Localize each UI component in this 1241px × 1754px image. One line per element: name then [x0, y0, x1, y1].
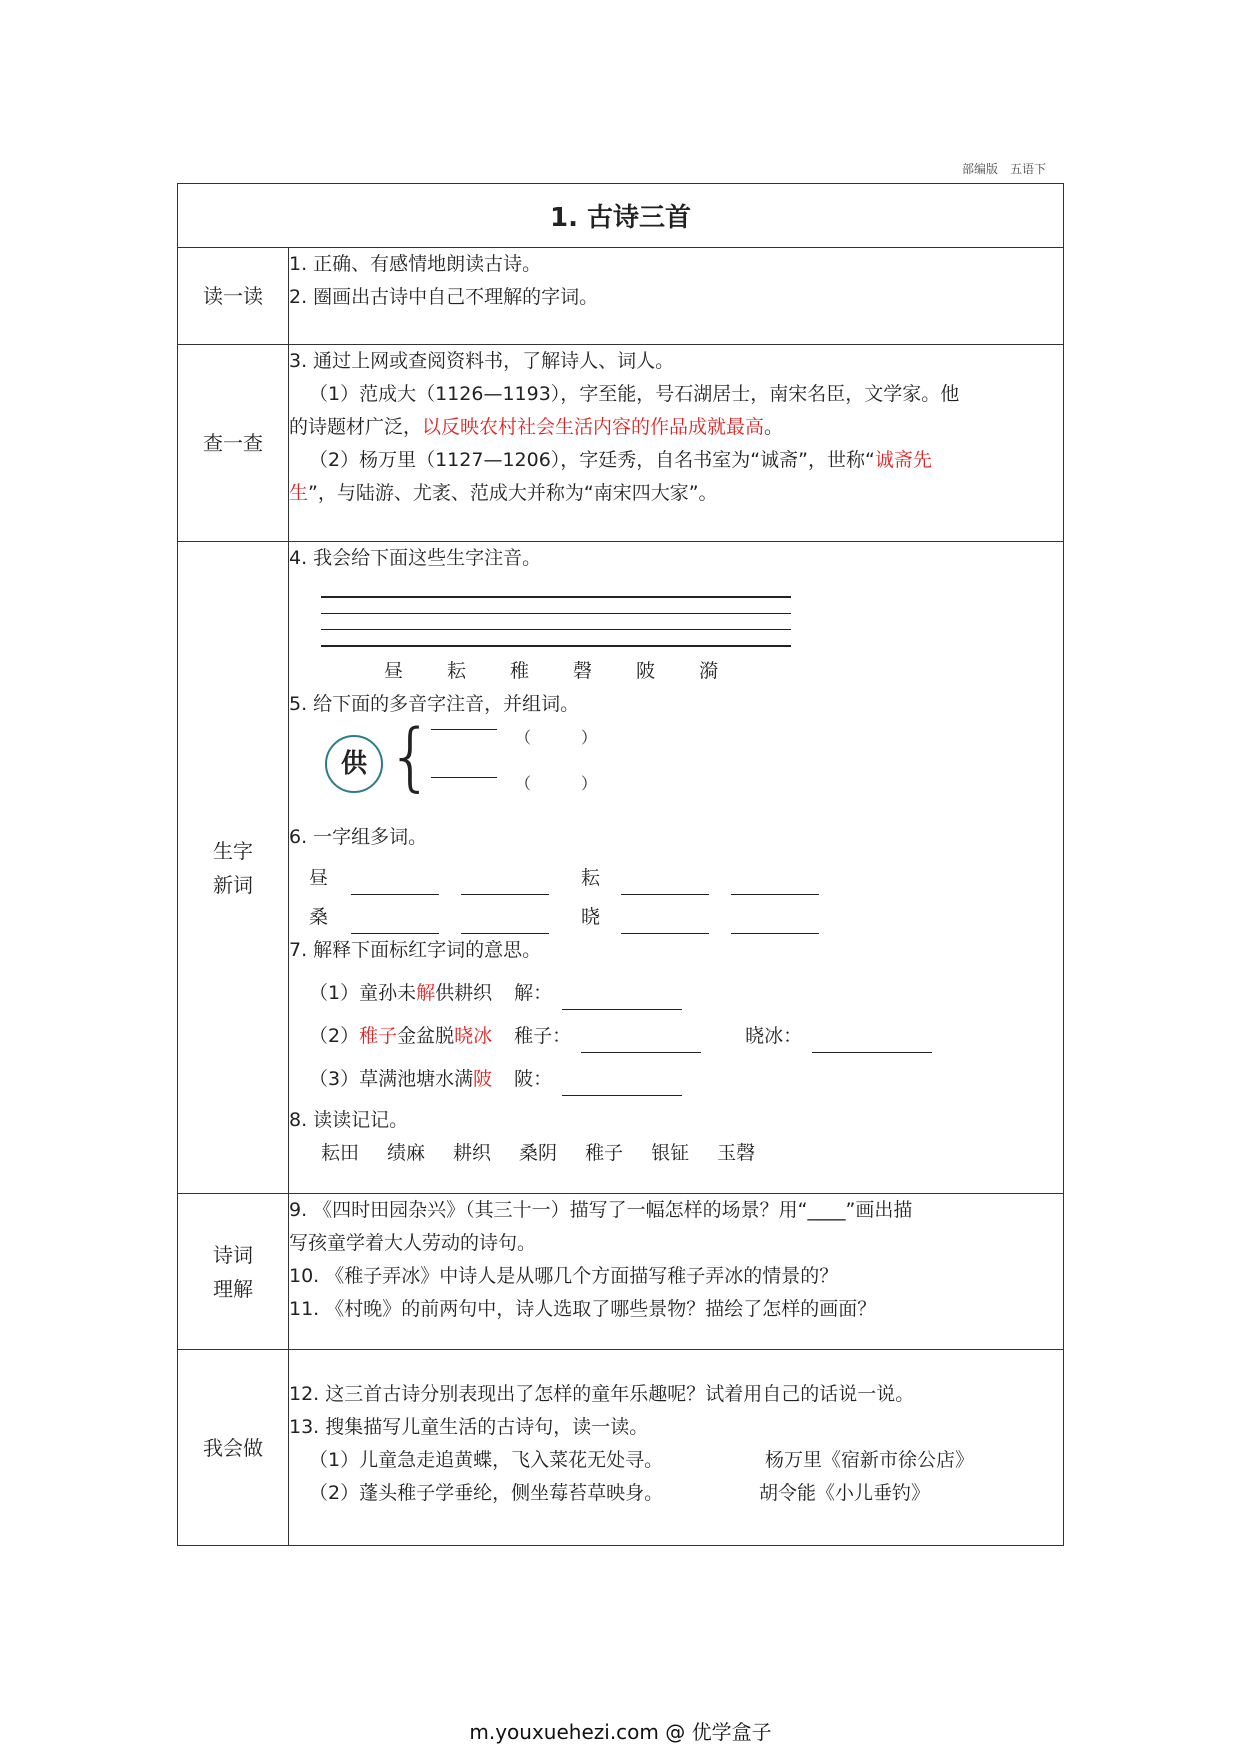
question-10: 10. 《稚子弄冰》中诗人是从哪几个方面描写稚子弄冰的情景的？ — [289, 1265, 839, 1287]
polyphone-block — [309, 714, 1063, 813]
word-blank[interactable] — [461, 872, 549, 895]
pinyin-blank-1[interactable] — [431, 729, 497, 730]
question-4: 4. 我会给下面这些生字注音。 — [289, 547, 542, 569]
label-check: 查一查 — [178, 345, 289, 542]
label-read: 读一读 — [178, 248, 289, 345]
answer-blank[interactable] — [581, 1028, 701, 1053]
answer-blank[interactable] — [562, 1071, 682, 1096]
question-8: 8. 读读记记。 — [289, 1109, 409, 1131]
question-11: 11. 《村晚》的前两句中，诗人选取了哪些景物？描绘了怎样的画面？ — [289, 1298, 877, 1320]
red-highlight: 诚斋先 — [874, 449, 932, 471]
word-blank[interactable] — [351, 911, 439, 934]
word-blank[interactable] — [461, 911, 549, 934]
word-blank[interactable] — [731, 872, 819, 895]
footer-watermark: m.youxuehezi.com @ 优学盒子 — [469, 1720, 772, 1744]
red-highlight: 生 — [289, 482, 309, 504]
question-9a: 9. 《四时田园杂兴》（其三十一）描写了一幅怎样的场景？用“____”画出描 — [289, 1199, 913, 1221]
label-vocab: 生字 新词 — [178, 542, 289, 1194]
word-paren-1[interactable]: （ ） — [515, 728, 598, 747]
new-characters: 昼 耘 稚 磬 陂 漪 — [384, 660, 719, 682]
word-blank[interactable] — [731, 911, 819, 934]
read-remember-words: 耘田 绩麻 耕织 桑阴 稚子 银钲 玉磬 — [321, 1142, 756, 1164]
answer-blank[interactable] — [562, 985, 682, 1010]
poem-line-1: （1）儿童急走追黄蝶，飞入菜花无处寻。 杨万里《宿新市徐公店》 — [289, 1444, 1063, 1477]
question-13: 13. 搜集描写儿童生活的古诗句，读一读。 — [289, 1416, 649, 1438]
label-do: 我会做 — [178, 1350, 289, 1546]
poem-author-2: 胡令能《小儿垂钓》 — [759, 1482, 931, 1504]
pinyin-blank-2[interactable] — [431, 777, 497, 778]
poet-1-line-b: 的诗题材广泛，以反映农村社会生活内容的作品成就最高。 — [289, 416, 784, 438]
word-paren-2[interactable]: （ ） — [515, 774, 598, 793]
question-5: 5. 给下面的多音字注音，并组词。 — [289, 693, 580, 715]
question-3: 3. 通过上网或查阅资料书，了解诗人、词人。 — [289, 350, 675, 372]
explain-3: （3）草满池塘水满陂 陂： — [309, 1063, 1063, 1096]
poet-2-line-b: 生”，与陆游、尤袤、范成大并称为“南宋四大家”。 — [289, 482, 718, 504]
polyphone-char: 供 — [325, 735, 383, 793]
worksheet-table — [177, 183, 1064, 1546]
vocab-content — [289, 542, 1064, 1194]
poet-1-line-a: （1）范成大（1126—1193），字至能，号石湖居士，南宋名臣，文学家。他 — [309, 383, 960, 405]
poem-line-2: （2）蓬头稚子学垂纶，侧坐莓苔草映身。 胡令能《小儿垂钓》 — [289, 1477, 1063, 1510]
question-9b: 写孩童学着大人劳动的诗句。 — [289, 1232, 537, 1254]
read-item-2: 2. 圈画出古诗中自己不理解的字词。 — [289, 286, 599, 308]
answer-blank[interactable] — [812, 1028, 932, 1053]
do-content — [289, 1350, 1064, 1546]
word-blank[interactable] — [351, 872, 439, 895]
word-blank[interactable] — [621, 872, 709, 895]
question-6: 6. 一字组多词。 — [289, 826, 428, 848]
pinyin-writing-lines[interactable] — [321, 581, 791, 647]
question-7: 7. 解释下面标红字词的意思。 — [289, 939, 542, 961]
word-group-grid: 昼 耘 桑 晓 — [309, 862, 1063, 934]
poem-author-1: 杨万里《宿新市徐公店》 — [765, 1449, 975, 1471]
red-highlight: 以反映农村社会生活内容的作品成就最高 — [422, 416, 765, 438]
poem-content — [289, 1194, 1064, 1350]
check-content — [289, 345, 1064, 542]
poet-2-line-a: （2）杨万里（1127—1206），字廷秀，自名书室为“诚斋”，世称“诚斋先 — [309, 449, 932, 471]
explain-1: （1）童孙未解供耕织 解： — [309, 977, 1063, 1010]
label-poem: 诗词 理解 — [178, 1194, 289, 1350]
read-content — [289, 248, 1064, 345]
edition-note: 部编版 五语下 — [962, 162, 1047, 176]
read-item-1: 1. 正确、有感情地朗读古诗。 — [289, 253, 542, 275]
question-12: 12. 这三首古诗分别表现出了怎样的童年乐趣呢？试着用自己的话说一说。 — [289, 1383, 915, 1405]
explain-2: （2）稚子金盆脱晓冰 稚子： 晓冰： — [309, 1020, 1063, 1053]
lesson-title: 1. 古诗三首 — [178, 184, 1064, 248]
word-blank[interactable] — [621, 911, 709, 934]
brace-icon: { — [387, 714, 435, 800]
